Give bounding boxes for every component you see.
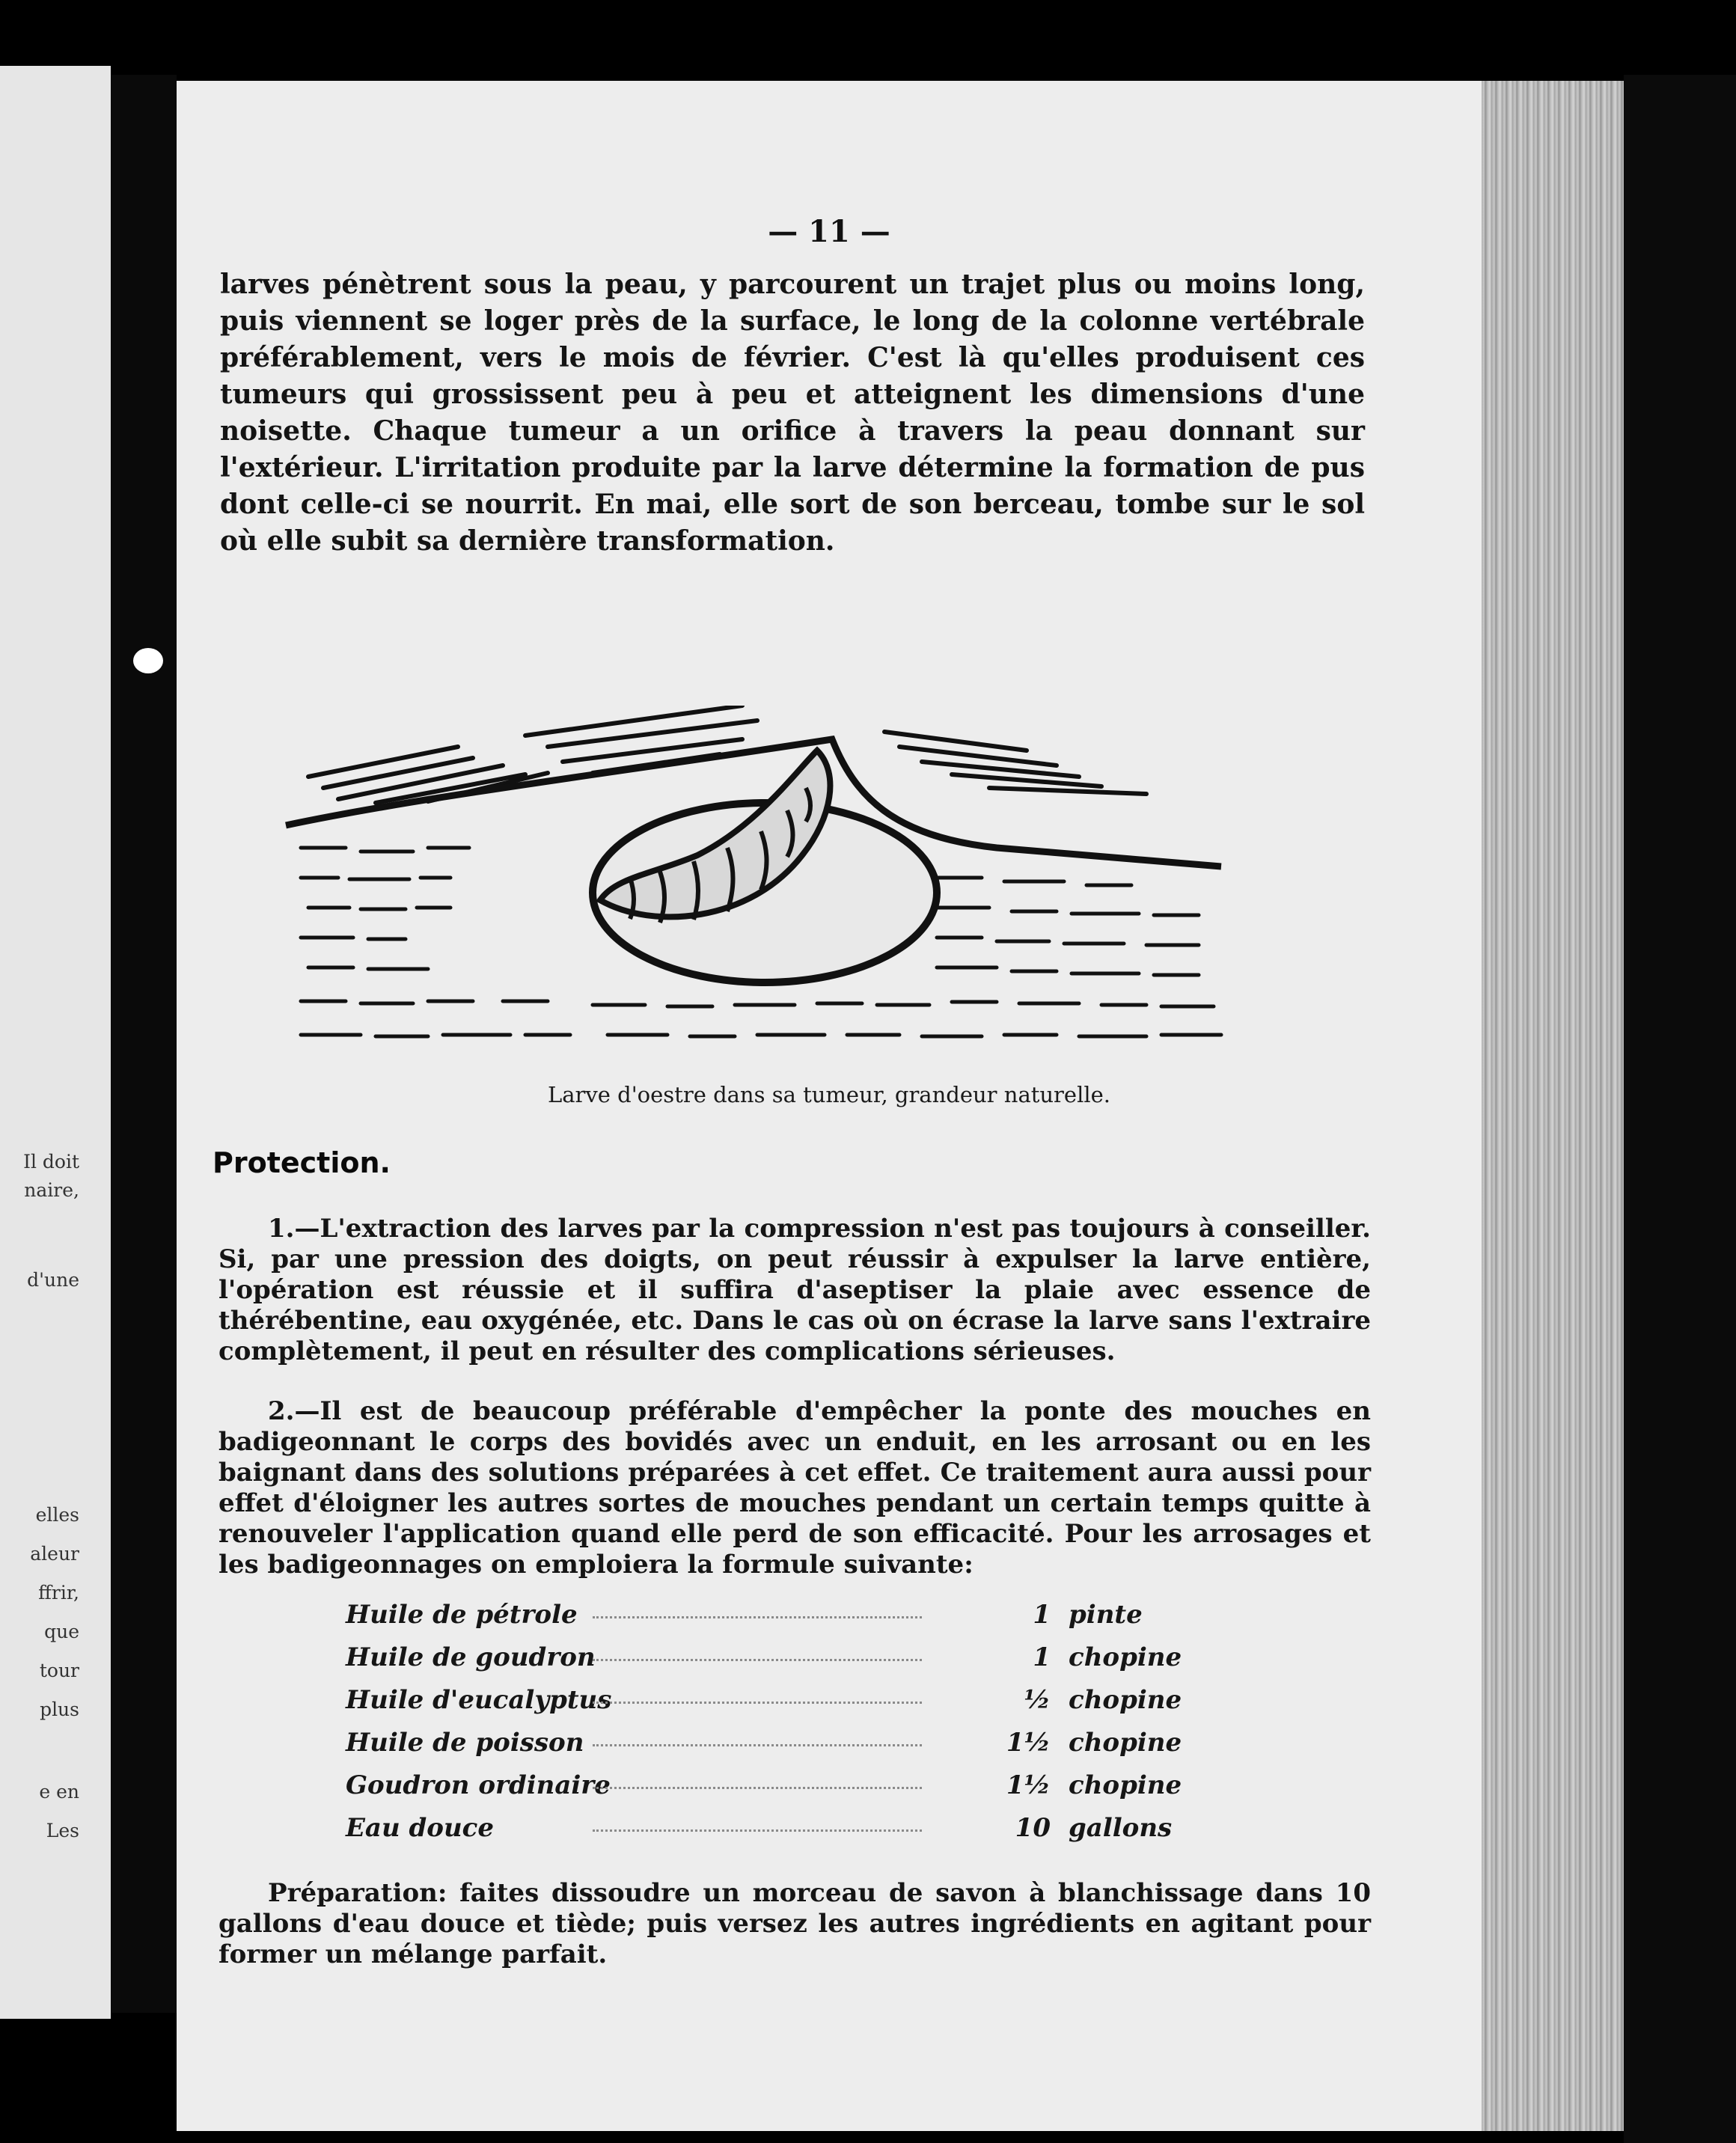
left-page xyxy=(0,66,111,2019)
left-fragment: d'une xyxy=(27,1269,79,1291)
recipe-table xyxy=(346,1600,1182,1856)
recipe-row xyxy=(346,1600,1143,1642)
book-gutter xyxy=(111,75,177,2013)
left-fragment: e en xyxy=(39,1781,79,1803)
left-fragment: tour xyxy=(39,1660,79,1681)
book-edge-shadow xyxy=(1624,75,1736,2143)
paragraph-1 xyxy=(218,1214,1371,1367)
recipe-row xyxy=(346,1642,1182,1685)
recipe-ingredient: Eau douce xyxy=(346,1813,495,1843)
left-fragment: Les xyxy=(46,1820,79,1841)
recipe-quantity: 1½ xyxy=(1006,1728,1051,1758)
section-heading: Protection. xyxy=(213,1146,391,1179)
leader-dots xyxy=(593,1702,922,1704)
leader-dots xyxy=(593,1829,922,1832)
paragraph-2-text: 2.—Il est de beaucoup préférable d'empêcher la ponte des mouches en badigeonnant le corps des bovidés avec un enduit, en les arrosant ou en les baignant dans des solutions préparées à cet effet. Ce traitement aura aussi pour effet d'éloigner les autres sortes de mouches pendant un certain temps quitte à renouveler l'application quand elle perd de son efficacité. Pour les arrosages et les badigeonnages on emploiera la formule suivante: xyxy=(218,1396,1371,1580)
leader-dots xyxy=(593,1744,922,1746)
left-fragment: elles xyxy=(35,1504,79,1526)
page-number: — 11 — xyxy=(768,214,890,249)
recipe-quantity: 1 xyxy=(1033,1600,1051,1630)
recipe-unit: pinte xyxy=(1069,1600,1143,1630)
recipe-row xyxy=(346,1685,1182,1728)
leader-dots xyxy=(593,1787,922,1789)
left-fragment: naire, xyxy=(24,1179,79,1201)
paper-hole xyxy=(133,648,163,673)
left-fragment: plus xyxy=(40,1699,79,1720)
larva-illustration xyxy=(278,706,1251,1057)
recipe-ingredient: Huile de goudron xyxy=(346,1642,596,1672)
preparation-text: Préparation: faites dissoudre un morceau de savon à blanchissage dans 10 gallons d'eau douce et tiède; puis versez les autres ingrédients en agitant pour former un mélange parfait. xyxy=(218,1878,1371,1969)
recipe-quantity: 10 xyxy=(1015,1813,1051,1843)
recipe-row xyxy=(346,1770,1182,1813)
paragraph-1-text: 1.—L'extraction des larves par la compression n'est pas toujours à conseiller. Si, par une pression des doigts, on peut réussir à expulser la larve entière, l'opération est réussie et il suffira d'aseptiser la plaie avec essence de thérébentine, eau oxygénée, etc. Dans le cas où on écrase la larve sans l'extraire complètement, il peut en résulter des complications sérieuses. xyxy=(218,1214,1371,1366)
recipe-unit: chopine xyxy=(1069,1728,1182,1758)
recipe-unit: chopine xyxy=(1069,1770,1182,1800)
leader-dots xyxy=(593,1659,922,1661)
paragraph-2 xyxy=(218,1396,1371,1580)
recipe-ingredient: Huile d'eucalyptus xyxy=(346,1685,612,1715)
recipe-unit: chopine xyxy=(1069,1685,1182,1715)
body-paragraph: larves pénètrent sous la peau, y parcourent un trajet plus ou moins long, puis viennent se loger près de la surface, le long de la colonne vertébrale préférablement, vers le mois de février. C'est là qu'elles produisent ces tumeurs qui grossissent peu à peu et atteignent les dimensions d'une noisette. Chaque tumeur a un orifice à travers la peau donnant sur l'extérieur. L'irritation produite par la larve détermine la formation de pus dont celle-ci se nourrit. En mai, elle sort de son berceau, tombe sur le sol où elle subit sa dernière transformation. xyxy=(220,269,1365,557)
recipe-row xyxy=(346,1813,1173,1856)
recipe-unit: chopine xyxy=(1069,1642,1182,1672)
recipe-quantity: ½ xyxy=(1024,1685,1051,1715)
recipe-row xyxy=(346,1728,1182,1770)
left-fragment: aleur xyxy=(30,1543,79,1565)
preparation-paragraph xyxy=(218,1878,1371,1970)
left-fragment: que xyxy=(44,1621,79,1642)
book-page xyxy=(177,81,1482,2131)
left-fragment: Il doit xyxy=(23,1151,79,1173)
recipe-quantity: 1 xyxy=(1033,1642,1051,1672)
figure-caption: Larve d'oestre dans sa tumeur, grandeur naturelle. xyxy=(547,1082,1111,1107)
leader-dots xyxy=(593,1616,922,1618)
left-fragment: ffrir, xyxy=(38,1582,79,1604)
recipe-ingredient: Goudron ordinaire xyxy=(346,1770,611,1800)
recipe-quantity: 1½ xyxy=(1006,1770,1051,1800)
recipe-ingredient: Huile de pétrole xyxy=(346,1600,578,1630)
recipe-unit: gallons xyxy=(1069,1813,1173,1843)
recipe-ingredient: Huile de poisson xyxy=(346,1728,584,1758)
